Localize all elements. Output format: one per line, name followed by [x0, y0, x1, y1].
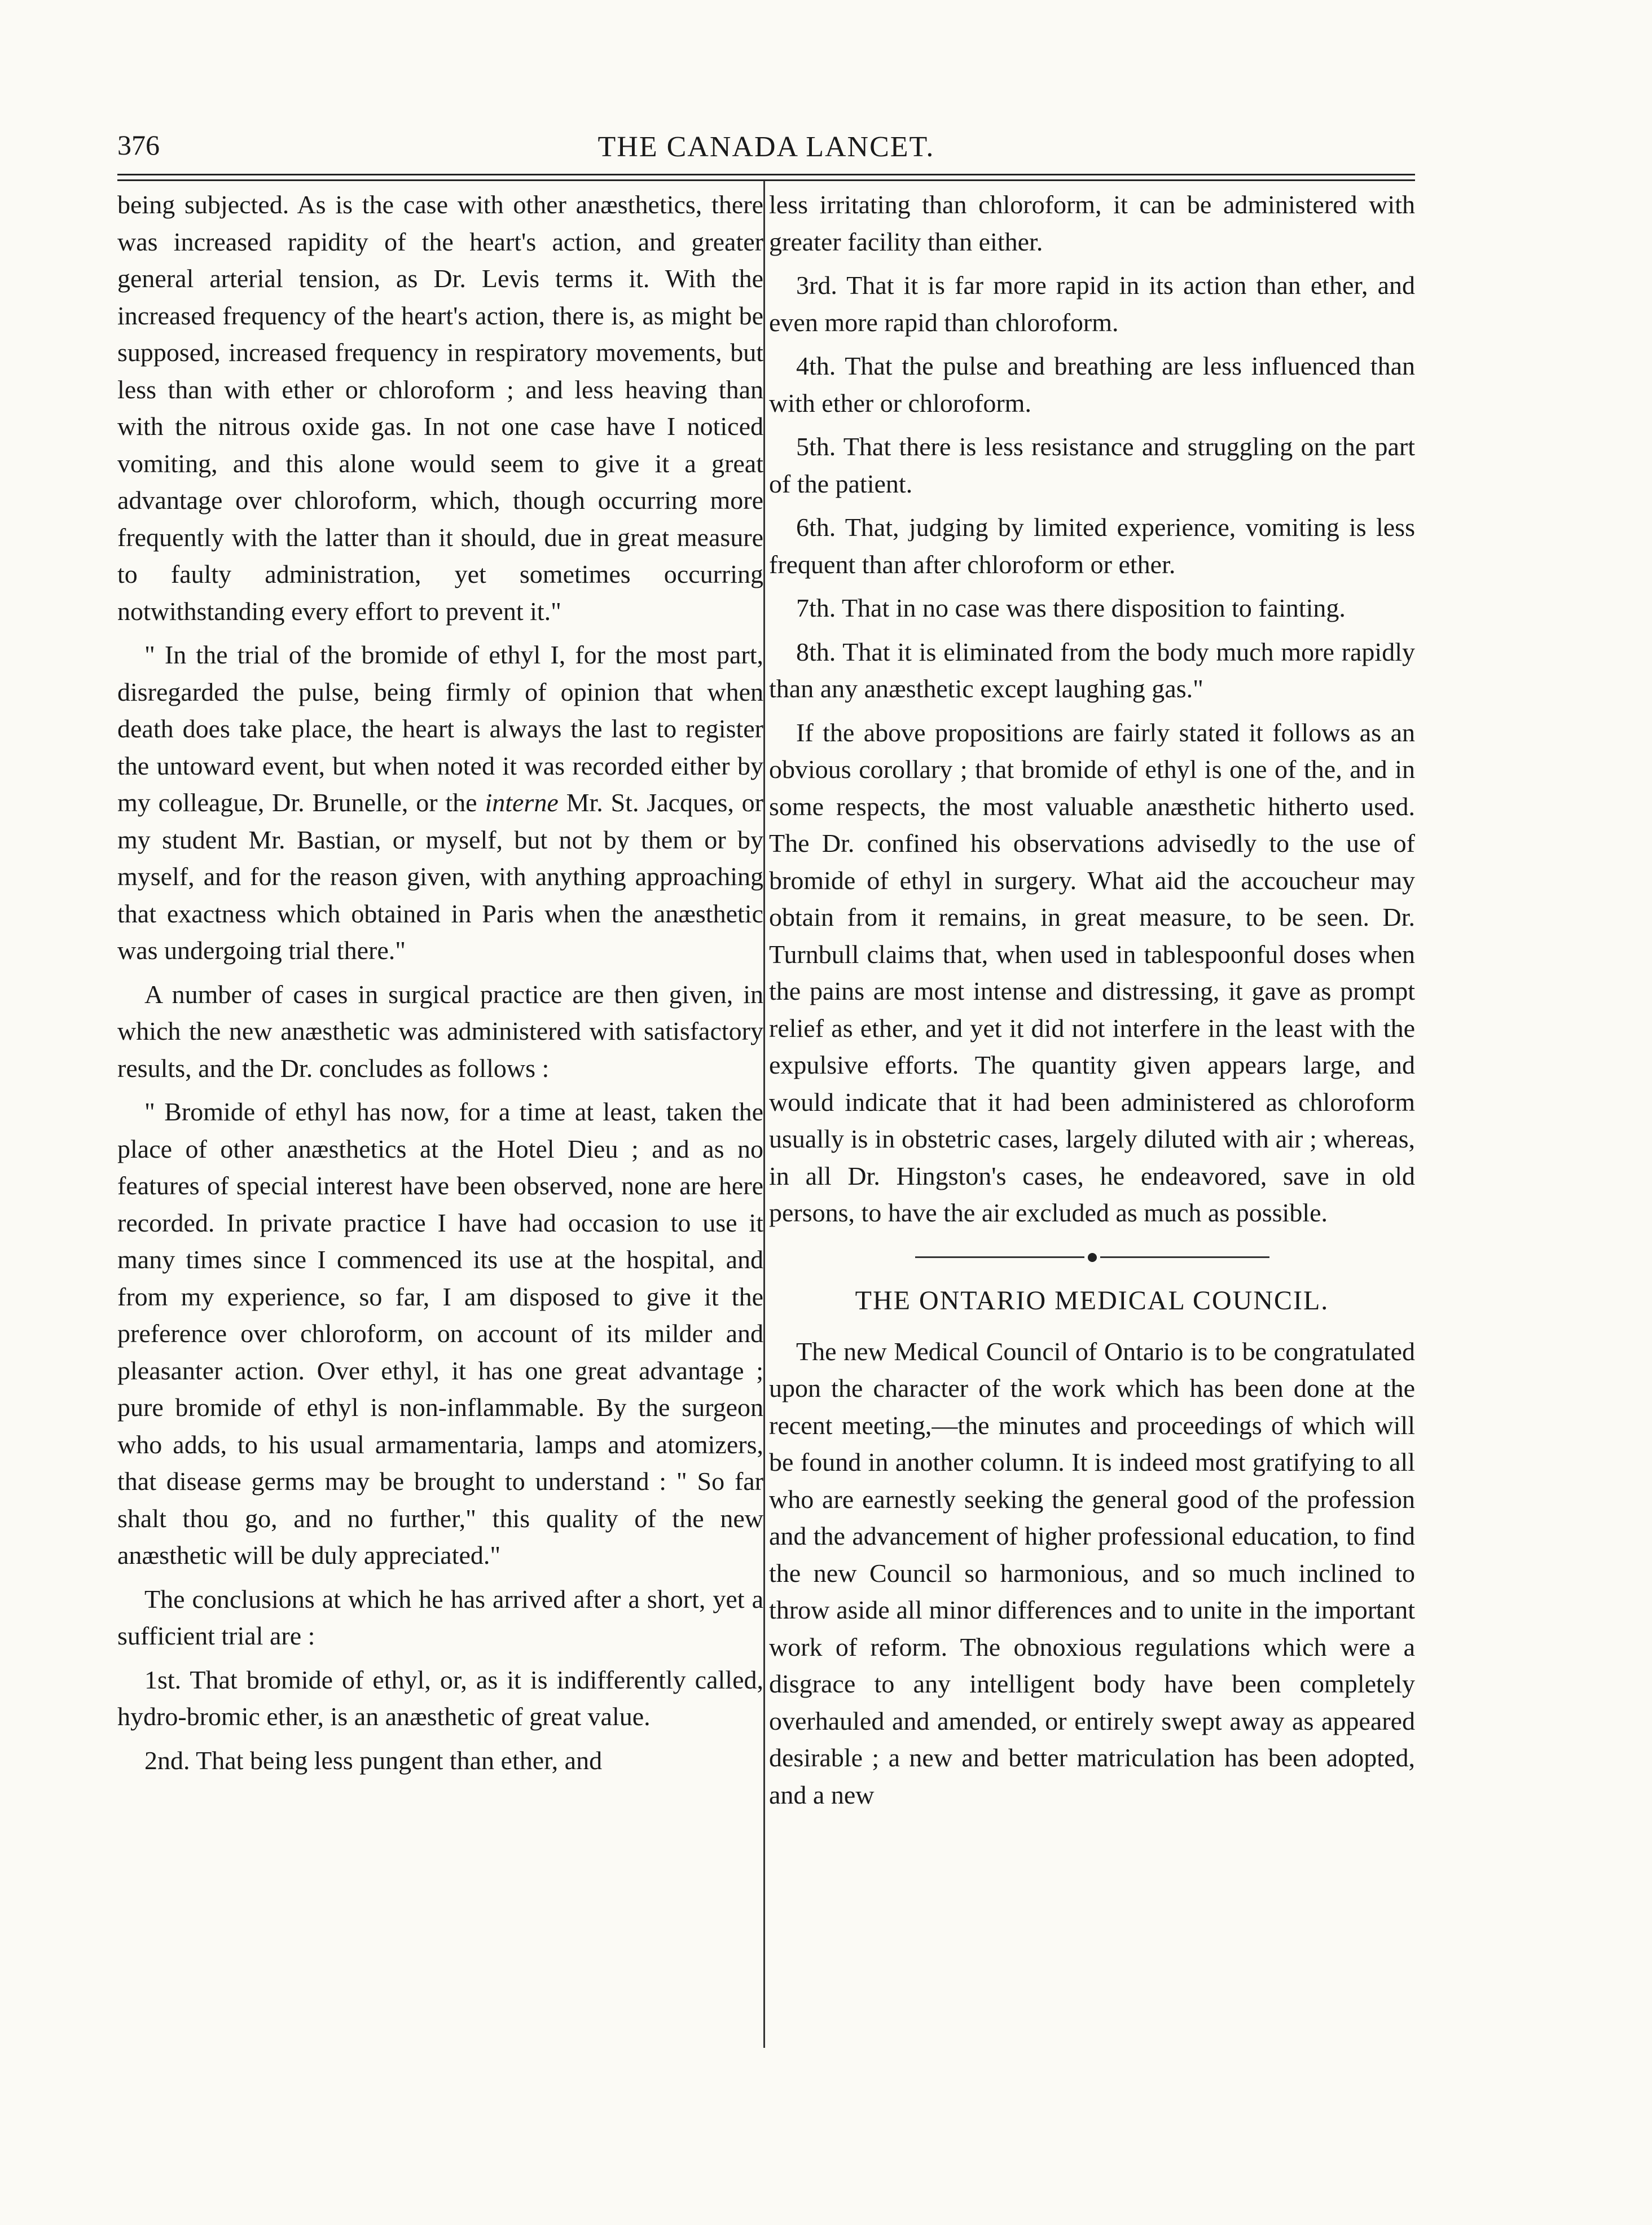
header-rule-top	[117, 174, 1415, 175]
left-paragraph-2	[117, 636, 763, 969]
header-rule-bottom	[117, 179, 1415, 181]
left-paragraph-1: being subjected. As is the case with other anæsthetics, there was increased rapidity of the heart's action, and greater general arterial tension, as Dr. Levis terms it. With the increased frequency of the heart's action, there is, as might be supposed, increased frequency in respiratory movements, but less than with ether or chloroform ; and less heaving than with the nitrous oxide gas. In not one case have I noticed vomiting, and this alone would seem to give it a great advantage over chloroform, which, though occurring more frequently with the latter than it should, due in great measure to faulty administration, yet sometimes occurring notwithstanding every effort to prevent it."	[117, 190, 763, 626]
journal-title: THE CANADA LANCET.	[597, 131, 935, 163]
right-paragraph-4: 5th. That there is less resistance and struggling on the part of the patient.	[769, 432, 1415, 498]
section-title: THE ONTARIO MEDICAL COUNCIL.	[855, 1285, 1329, 1316]
italic-interne: interne	[485, 788, 559, 817]
right-paragraph-1: less irritating than chloroform, it can be administered with greater facility than either.	[769, 190, 1415, 256]
left-paragraph-3: A number of cases in surgical practice are then given, in which the new anæsthetic was administered with satisfactory results, and the Dr. concludes as follows :	[117, 979, 763, 1083]
page-header	[117, 125, 1415, 165]
ornament-line-right	[1100, 1256, 1269, 1258]
left-paragraph-6: 1st. That bromide of ethyl, or, as it is indifferently called, hydro-bromic ether, is an anæsthetic of great value.	[117, 1665, 763, 1731]
left-paragraph-5: The conclusions at which he has arrived after a short, yet a sufficient trial are :	[117, 1584, 763, 1650]
left-paragraph-4: " Bromide of ethyl has now, for a time at least, taken the place of other anæsthetics at the Hotel Dieu ; and as no features of special interest have been observed, none are here recorded. In private practice I have had occasion to use it many times since I commenced its use at the hospital, and from my experience, so far, I am disposed to give it the preference over chloroform, on account of its milder and pleasanter action. Over ethyl, it has one great advantage ; pure bromide of ethyl is non-inflammable. By the surgeon who adds, to his usual armamentaria, lamps and atomizers, that disease germs may be brought to understand : " So far shalt thou go, and no further," this quality of the new anæsthetic will be duly appreciated."	[117, 1097, 763, 1569]
right-paragraph-9: The new Medical Council of Ontario is to be congratulated upon the character of the work which has been done at the recent meeting,—the minutes and proceedings of which will be found in another column. It is indeed most gratifying to all who are earnestly seeking the general good of the profession and the advancement of higher professional education, to find the new Council so harmonious, and so much inclined to throw aside all minor differences and to unite in the important work of reform. The obnoxious regulations which were a disgrace to any intelligent body have been completely overhauled and amended, or entirely swept away as appeared desirable ; a new and better matriculation has been adopted, and a new	[769, 1336, 1415, 1809]
left-column	[117, 186, 763, 1779]
right-paragraph-8: If the above propositions are fairly stated it follows as an obvious corollary ; that bromide of ethyl is one of the, and in some respects, the most valuable anæsthetic hitherto used. The Dr. confined his observations advisedly to the use of bromide of ethyl in surgery. What aid the accoucheur may obtain from it remains, in great measure, to be seen. Dr. Turnbull claims that, when used in tablespoonful doses when the pains are most intense and distressing, it gave as prompt relief as ether, and yet it did not interfere in the least with the expulsive efforts. The quantity given appears large, and would indicate that it had been administered as chloroform usually is in obstetric cases, largely diluted with air ; whereas, in all Dr. Hingston's cases, he endeavored, save in old persons, to have the air excluded as much as possible.	[769, 718, 1415, 1227]
right-paragraph-7: 8th. That it is eliminated from the body much more rapidly than any anæsthetic except laughing gas."	[769, 637, 1415, 703]
section-ornament	[769, 1250, 1415, 1262]
right-column	[769, 186, 1415, 1813]
left-paragraph-7: 2nd. That being less pungent than ether, and	[144, 1745, 603, 1775]
right-paragraph-6: 7th. That in no case was there disposition to fainting.	[796, 593, 1346, 622]
ornament-dot	[1088, 1253, 1097, 1262]
left-paragraph-2-text-a: " In the trial of the bromide of ethyl I, for the most part, disregarded the pulse, being firmly of opinion that when death does take place, the heart is always the last to register the untoward event, but when noted it was recorded either by my colleague, Dr. Brunelle, or the	[117, 640, 763, 817]
column-divider	[763, 181, 765, 2048]
right-paragraph-5: 6th. That, judging by limited experience, vomiting is less frequent than after chloroform or ether.	[769, 513, 1415, 579]
ornament-line-left	[915, 1256, 1084, 1258]
page-number: 376	[117, 129, 160, 161]
right-paragraph-2: 3rd. That it is far more rapid in its action than ether, and even more rapid than chloroform.	[769, 271, 1415, 337]
right-paragraph-3: 4th. That the pulse and breathing are less influenced than with ether or chloroform.	[769, 351, 1415, 417]
left-paragraph-2-text-b: Mr. St. Jacques, or my student Mr. Bastian, or myself, but not by them or by myself, and for the reason given, with anything approaching that exactness which obtained in Paris when the anæsthetic was undergoing trial there."	[117, 788, 763, 965]
